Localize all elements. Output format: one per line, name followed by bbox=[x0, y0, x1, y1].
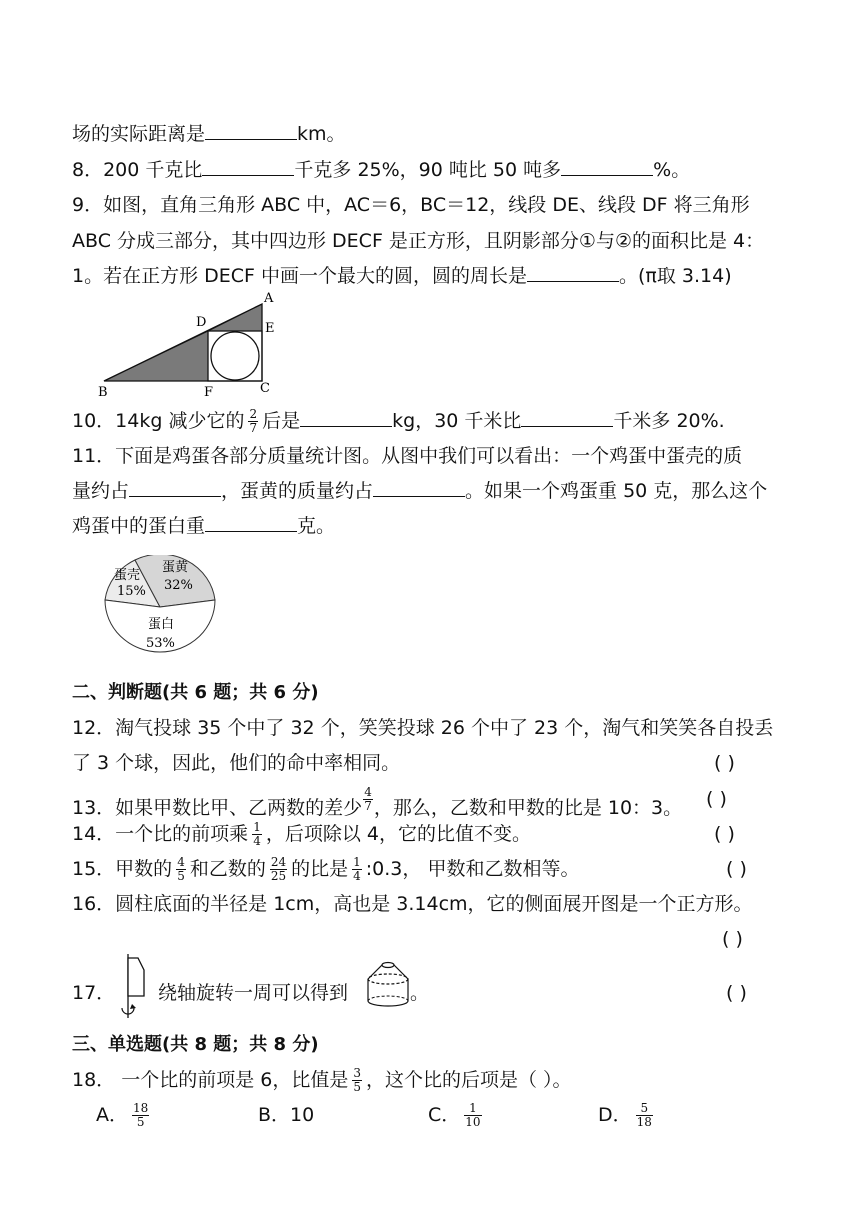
label-f: F bbox=[204, 385, 214, 400]
label-c: C bbox=[260, 381, 270, 396]
answer-blank[interactable] bbox=[527, 263, 619, 282]
fraction bbox=[248, 408, 258, 435]
text: 的比是 bbox=[291, 858, 349, 880]
fraction bbox=[352, 1067, 362, 1094]
answer-blank[interactable] bbox=[205, 513, 297, 532]
text: km。 bbox=[297, 123, 346, 145]
denominator: 7 bbox=[364, 799, 372, 813]
fraction bbox=[636, 1102, 653, 1129]
section-2-heading: 二、判断题(共 6 题；共 6 分) bbox=[72, 682, 319, 703]
label-d: D bbox=[196, 315, 207, 330]
text: 。如果一个鸡蛋重 50 克，那么这个 bbox=[465, 480, 768, 502]
numerator: 4 bbox=[177, 855, 185, 869]
denominator: 7 bbox=[249, 421, 258, 435]
option-a[interactable] bbox=[96, 1102, 153, 1129]
fraction bbox=[270, 856, 287, 883]
question-9-line2: ABC 分成三部分，其中四边形 DECF 是正方形，且阴影部分①与②的面积比是 4： bbox=[72, 230, 765, 252]
question-8 bbox=[72, 157, 690, 183]
answer-parentheses[interactable]: ( ) bbox=[726, 858, 747, 880]
question-16: 16．圆柱底面的半径是 1cm，高也是 3.14cm，它的侧面展开图是一个正方形。 bbox=[72, 893, 753, 915]
text: 1。若在正方形 DECF 中画一个最大的圆，圆的周长是 bbox=[72, 265, 527, 287]
fraction bbox=[363, 786, 373, 813]
text: %。 bbox=[653, 159, 691, 181]
numerator: 1 bbox=[253, 820, 261, 834]
text: 场的实际距离是 bbox=[72, 123, 206, 145]
fraction bbox=[352, 856, 362, 883]
text: 。(π取 3.14) bbox=[619, 265, 732, 287]
answer-parentheses[interactable]: ( ) bbox=[714, 752, 735, 774]
numerator: 5 bbox=[636, 1102, 653, 1116]
text: 13．如果甲数比甲、乙两数的差少 bbox=[72, 797, 363, 819]
option-label: A． bbox=[96, 1104, 128, 1126]
fraction bbox=[464, 1102, 481, 1129]
denominator: 5 bbox=[353, 1080, 361, 1094]
numerator: 3 bbox=[353, 1066, 361, 1080]
numerator: 1 bbox=[353, 855, 361, 869]
numerator: 4 bbox=[364, 785, 372, 799]
numerator: 18 bbox=[133, 1101, 149, 1115]
text: 。 bbox=[410, 982, 430, 1004]
text: 鸡蛋中的蛋白重 bbox=[72, 515, 206, 537]
answer-blank[interactable] bbox=[129, 478, 221, 497]
section-3-heading: 三、单选题(共 8 题；共 8 分) bbox=[72, 1034, 319, 1055]
solid-figure-icon bbox=[362, 955, 414, 1011]
denominator: 4 bbox=[353, 869, 361, 883]
label-b: B bbox=[98, 385, 108, 400]
numerator: 1 bbox=[464, 1102, 481, 1116]
option-b[interactable] bbox=[258, 1102, 314, 1128]
denominator: 10 bbox=[465, 1115, 481, 1129]
question-18 bbox=[72, 1067, 572, 1094]
text: 和乙数的 bbox=[189, 858, 266, 880]
option-c[interactable] bbox=[428, 1102, 486, 1129]
label-a: A bbox=[264, 291, 274, 306]
question-11-line1: 11．下面是鸡蛋各部分质量统计图。从图中我们可以看出：一个鸡蛋中蛋壳的质 bbox=[72, 445, 743, 467]
question-12-line1: 12．淘气投球 35 个中了 32 个，笑笑投球 26 个中了 23 个，淘气和笑笑各自投丢 bbox=[72, 717, 774, 739]
text: 后是 bbox=[262, 410, 301, 432]
question-10 bbox=[72, 408, 725, 435]
answer-parentheses[interactable]: ( ) bbox=[722, 928, 743, 950]
text: ，那么，乙数和甲数的比是 10：3。 bbox=[373, 797, 683, 819]
answer-parentheses[interactable]: ( ) bbox=[714, 823, 735, 845]
question-17 bbox=[72, 980, 115, 1006]
answer-blank[interactable] bbox=[205, 121, 297, 140]
triangle-figure bbox=[92, 288, 282, 400]
question-9-line1: 9．如图，直角三角形 ABC 中，AC＝6，BC＝12，线段 DE、线段 DF 将三角形 bbox=[72, 194, 750, 216]
denominator: 5 bbox=[136, 1115, 145, 1129]
answer-blank[interactable] bbox=[202, 157, 294, 176]
question-15 bbox=[72, 856, 579, 883]
rotation-shape-icon bbox=[118, 952, 152, 1022]
text: 18． 一个比的前项是 6，比值是 bbox=[72, 1069, 349, 1091]
denominator: 18 bbox=[636, 1115, 652, 1129]
question-11-line3 bbox=[72, 513, 335, 539]
numerator: 2 bbox=[249, 407, 258, 421]
text: 千克多 25%，90 吨比 50 吨多 bbox=[294, 159, 562, 181]
text: 8．200 千克比 bbox=[72, 159, 203, 181]
question-12-line2: 了 3 个球，因此，他们的命中率相同。 bbox=[72, 752, 401, 774]
answer-blank[interactable] bbox=[561, 157, 653, 176]
text: ，这个比的后项是（ ）。 bbox=[366, 1069, 572, 1091]
text: 10．14kg 减少它的 bbox=[72, 410, 245, 432]
fraction bbox=[176, 856, 186, 883]
question-17-end bbox=[410, 980, 429, 1006]
answer-blank[interactable] bbox=[521, 408, 613, 427]
denominator: 5 bbox=[177, 869, 185, 883]
question-17-text bbox=[158, 980, 348, 1006]
denominator: 25 bbox=[270, 869, 287, 883]
option-d[interactable] bbox=[598, 1102, 657, 1129]
text: 量约占 bbox=[72, 480, 130, 502]
yolk-value: 32% bbox=[164, 578, 193, 593]
option-label: B．10 bbox=[258, 1104, 315, 1126]
fraction bbox=[132, 1102, 149, 1129]
text: ，蛋黄的质量约占 bbox=[221, 480, 374, 502]
shell-value: 15% bbox=[117, 584, 146, 599]
question-13 bbox=[72, 786, 682, 821]
shell-label: 蛋壳 bbox=[114, 568, 141, 583]
option-label: C． bbox=[428, 1104, 461, 1126]
text: ，后项除以 4，它的比值不变。 bbox=[265, 823, 531, 845]
text: 千米多 20%. bbox=[613, 410, 725, 432]
question-14 bbox=[72, 821, 531, 848]
yolk-label: 蛋黄 bbox=[162, 560, 189, 575]
label-e: E bbox=[265, 321, 275, 336]
q7-tail bbox=[72, 121, 346, 147]
text: 克。 bbox=[297, 515, 336, 537]
denominator: 4 bbox=[253, 834, 261, 848]
white-label: 蛋白 bbox=[148, 617, 175, 632]
numerator: 24 bbox=[270, 855, 287, 869]
question-11-line2 bbox=[72, 478, 767, 504]
question-9-line3 bbox=[72, 263, 732, 289]
text: 17． bbox=[72, 982, 116, 1004]
inscribed-circle bbox=[211, 332, 259, 380]
option-label: D． bbox=[598, 1104, 632, 1126]
text: 绕轴旋转一周可以得到 bbox=[158, 982, 349, 1004]
answer-parentheses[interactable]: ( ) bbox=[706, 788, 727, 810]
answer-parentheses[interactable]: ( ) bbox=[726, 982, 747, 1004]
answer-blank[interactable] bbox=[300, 408, 392, 427]
answer-blank[interactable] bbox=[373, 478, 465, 497]
egg-pie-chart bbox=[98, 555, 226, 667]
text: :0.3， 甲数和乙数相等。 bbox=[365, 858, 580, 880]
text: 14．一个比的前项乘 bbox=[72, 823, 249, 845]
text: 15．甲数的 bbox=[72, 858, 173, 880]
white-value: 53% bbox=[146, 636, 175, 651]
fraction bbox=[252, 821, 262, 848]
text: kg，30 千米比 bbox=[392, 410, 522, 432]
